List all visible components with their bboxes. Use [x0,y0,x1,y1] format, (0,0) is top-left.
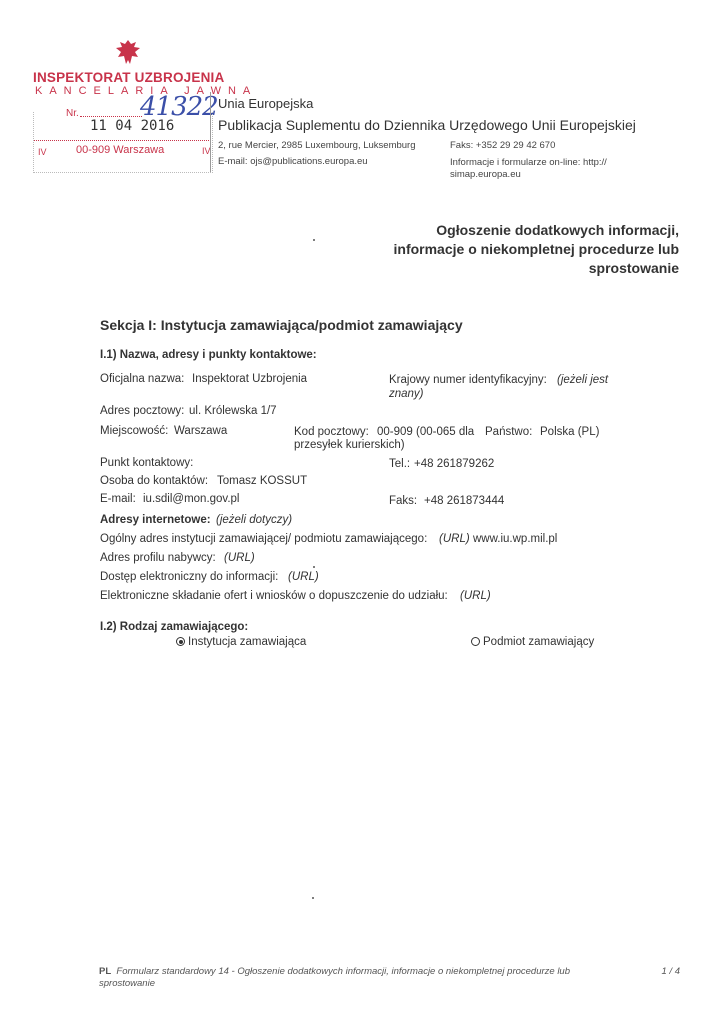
country: Polska (PL) [540,426,600,438]
header-info-line2: simap.europa.eu [450,169,521,180]
buyer-profile-label: Adres profilu nabywcy: [100,552,216,564]
stamp-date: 11 04 2016 [90,118,175,134]
contact-person: Tomasz KOSSUT [217,475,308,487]
stamp-postal: 00-909 Warszawa [76,144,165,156]
stamp-subtitle: KANCELARIA JAWNA [35,85,258,97]
header-email: E-mail: ojs@publications.europa.eu [218,156,368,167]
general-address-label: Ogólny adres instytucji zamawiającej/ podmiotu zamawiającego: [100,533,428,545]
header-fax: Faks: +352 29 29 42 670 [450,140,556,151]
stamp-box [33,112,213,173]
scan-speck [313,239,315,241]
buyer-profile-url-tag: (URL) [224,552,255,564]
stamp-nr-label: Nr. [66,108,79,119]
header-divider [210,92,211,172]
footer-lang: PL [99,966,112,977]
national-id-label: Krajowy numer identyfikacyjny: [389,374,547,386]
i1-heading: I.1) Nazwa, adresy i punkty kontaktowe: [100,349,317,361]
email-label: E-mail: [100,493,136,505]
eagle-emblem-icon [114,38,142,68]
radio-podmiot[interactable] [471,636,594,648]
stamp-roman-left: IV [38,147,47,157]
electronic-access-url-tag: (URL) [288,571,319,583]
document-title: Ogłoszenie dodatkowych informacji, informacje o niekompletnej procedurze lub sprostowanie [393,222,679,276]
postcode-cont: przesyłek kurierskich) [294,439,405,451]
radio-instytucja-label: Instytucja zamawiająca [188,636,307,648]
stamp-roman-right: IV [202,146,211,156]
scan-speck [312,897,314,899]
contact-person-label: Osoba do kontaktów: [100,475,209,487]
internet-heading: Adresy internetowe: [100,514,211,526]
postal-address-label: Adres pocztowy: [100,405,185,417]
electronic-access-label: Dostęp elektroniczny do informacji: [100,571,279,583]
header-eu: Unia Europejska [218,96,314,111]
header-info-line1: Informacje i formularze on-line: http:// [450,157,607,168]
tel-label: Tel.: [389,458,411,470]
official-name-label: Oficjalna nazwa: [100,373,185,385]
radio-unselected-icon[interactable] [471,637,480,646]
stamp-handwritten-number: 41322 [140,92,218,122]
electronic-submission-label: Elektroniczne składanie ofert i wniosków o dopuszczenie do udziału: [100,590,448,602]
country-label: Państwo: [485,426,533,438]
postal-address: ul. Królewska 1/7 [189,405,277,417]
contact-point-label: Punkt kontaktowy: [100,457,194,469]
fax: +48 261873444 [424,495,505,507]
electronic-submission-url-tag: (URL) [460,590,491,602]
radio-selected-icon[interactable] [176,637,185,646]
internet-note: (jeżeli dotyczy) [216,514,293,526]
city: Warszawa [174,425,228,437]
general-address-url-tag: (URL) [439,533,470,545]
radio-podmiot-label: Podmiot zamawiający [483,636,595,648]
general-address: www.iu.wp.mil.pl [473,533,558,545]
radio-instytucja[interactable] [176,636,306,648]
header-address: 2, rue Mercier, 2985 Luxembourg, Luksemburg [218,140,416,151]
fax-label: Faks: [389,495,418,507]
city-label: Miejscowość: [100,425,169,437]
stamp-title: INSPEKTORAT UZBROJENIA [33,70,225,85]
national-id-note-cont: znany) [389,388,424,400]
footer-form-title: Formularz standardowy 14 - Ogłoszenie dodatkowych informacji, informacje o niekompletnej procedurze lub [116,966,571,977]
tel: +48 261879262 [414,458,495,470]
footer-text [99,966,629,990]
email-value: iu.sdil@mon.gov.pl [143,493,240,505]
postcode: 00-909 (00-065 dla [377,426,475,438]
page-number: 1 / 4 [661,966,680,977]
postcode-label: Kod pocztowy: [294,426,369,438]
national-id-note: (jeżeli jest [557,374,609,386]
footer-form-title-cont: sprostowanie [99,978,155,989]
i2-heading: I.2) Rodzaj zamawiającego: [100,621,249,633]
section-title: Sekcja I: Instytucja zamawiająca/podmiot zamawiający [100,317,463,333]
scan-speck [313,566,315,568]
official-name: Inspektorat Uzbrojenia [192,373,308,385]
header-publication: Publikacja Suplementu do Dziennika Urzędowego Unii Europejskiej [218,117,636,133]
